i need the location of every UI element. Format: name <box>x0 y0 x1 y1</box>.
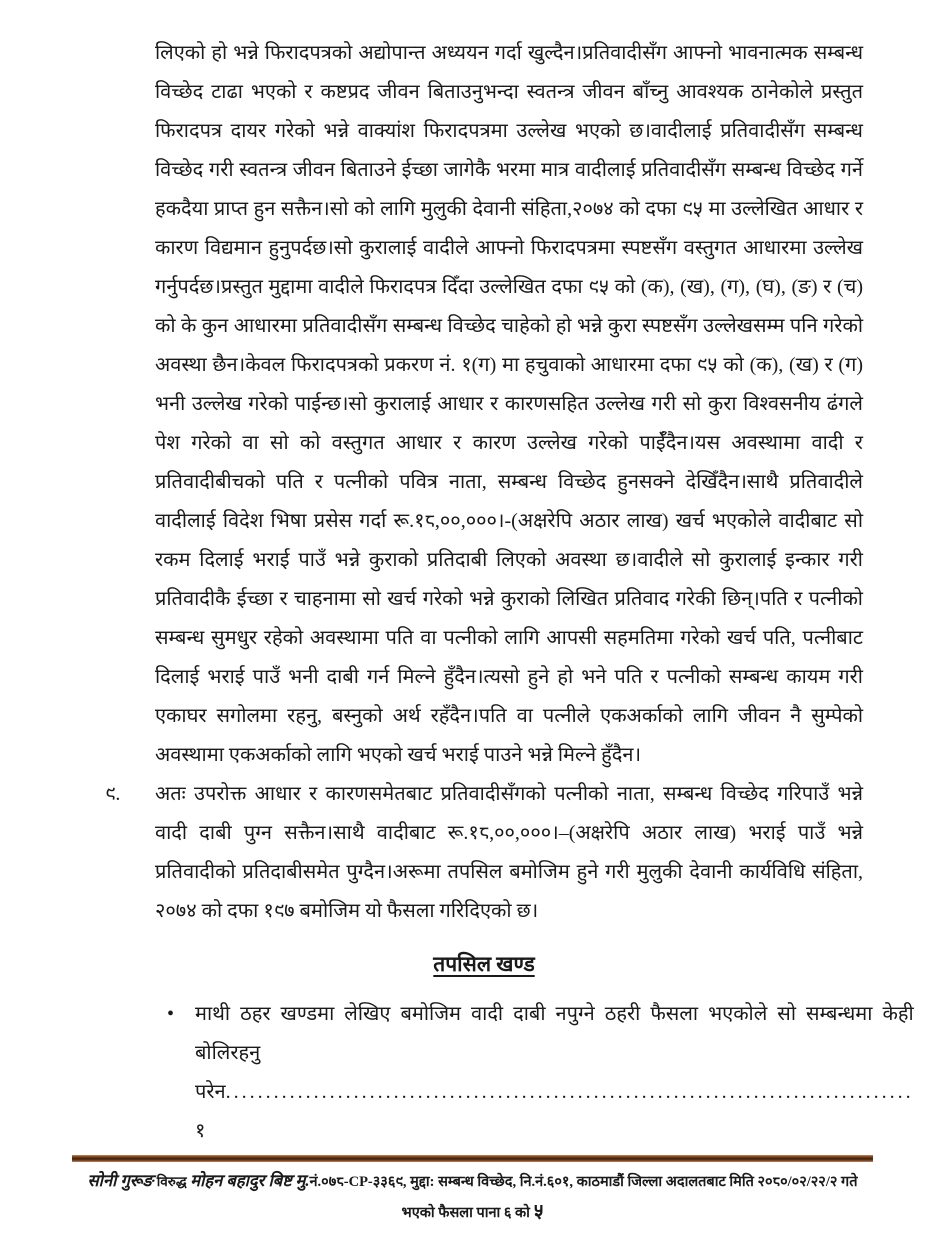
page-footer <box>72 1155 873 1223</box>
versus-label: विरुद्ध <box>156 1174 187 1189</box>
case-number-prefix: मु. <box>295 1171 310 1190</box>
footer-case-reference <box>72 1170 873 1193</box>
bullet-icon: • <box>167 1003 175 1025</box>
footer-divider-rule <box>72 1155 873 1162</box>
item-9-number: ९. <box>105 783 121 805</box>
judgment-item-9 <box>105 775 863 931</box>
tapsil-section-heading: तपसिल खण्ड <box>433 952 535 976</box>
footer-page-info-text: भएको फैसला पाना ६ को <box>401 1205 530 1221</box>
judgment-paragraph-continuation <box>105 34 863 775</box>
tapsil-bullet-item <box>105 995 914 1151</box>
bullet-text <box>195 995 914 1151</box>
case-details: नं.०७८-CP-३३६९, मुद्दा: सम्बन्ध विच्छेद, नि.नं.६०१, काठमाडौं जिल्ला अदालतबाट मिति २०८०/०२/२२/२ गते <box>309 1174 858 1190</box>
item-9-text: अतः उपरोक्त आधार र कारणसमेतबाट प्रतिवादीसँगको पत्नीको नाता, सम्बन्ध विच्छेद गरिपाउँ भन्ने वादी दाबी पुग्न सक्तैन।साथै वादीबाट रू.१८,००,०००।–(अक्षरेपि अठार लाख) भराई पाउँ भन्ने प्रतिवादीको प्रतिदाबीसमेत पुग्दैन।अरूमा तपसिल बमोजिम हुने गरी मुलुकी देवानी कार्यविधि संहिता, २०७४ को दफा १९७ बमोजिम यो फैसला गरिदिएको छ। <box>155 783 863 922</box>
footer-page-info <box>72 1197 873 1223</box>
paragraph-text: लिएको हो भन्ने फिरादपत्रको अद्योपान्त अध्ययन गर्दा खुल्दैन।प्रतिवादीसँग आफ्नो भावनात्मक सम्बन्ध विच्छेद टाढा भएको र कष्टप्रद जीवन बिताउनुभन्दा स्वतन्त्र जीवन बाँच्नु आवश्यक ठानेकोले प्रस्तुत फिरादपत्र दायर गरेको भन्ने वाक्यांश फिरादपत्रमा उल्लेख भएको छ।वादीलाई प्रतिवादीसँग सम्बन्ध विच्छेद गरी स्वतन्त्र जीवन बिताउने ईच्छा जागेकै भरमा मात्र वादीलाई प्रतिवादीसँग सम्बन्ध विच्छेद गर्ने हकदैया प्राप्त हुन सक्तैन।सो को लागि मुलुकी देवानी संहिता,२०७४ को दफा ९५ मा उल्लेखित आधार र कारण विद्यमान हुनुपर्दछ।सो कुरालाई वादीले आफ्नो फिरादपत्रमा स्पष्टसँग वस्तुगत आधारमा उल्लेख गर्नुपर्दछ।प्रस्तुत मुद्दामा वादीले फिरादपत्र दिँदा उल्लेखित दफा ९५ को (क), (ख), (ग), (घ), (ङ) र (च) को के कुन आधारमा प्रतिवादीसँग सम्बन्ध विच्छेद चाहेको हो भन्ने कुरा स्पष्टसँग उल्लेखसम्म पनि गरेको अवस्था छैन।केवल फिरादपत्रको प्रकरण नं. १(ग) मा हचुवाको आधारमा दफा ९५ को (क), (ख) र (ग) भनी उल्लेख गरेको पाईन्छ।सो कुरालाई आधार र कारणसहित उल्लेख गरी सो कुरा विश्वसनीय ढंगले पेश गरेको वा सो को वस्तुगत आधार र कारण उल्लेख गरेको पाईँदैन।यस अवस्थामा वादी र प्रतिवादीबीचको पति र पत्नीको पवित्र नाता, सम्बन्ध विच्छेद हुनसक्ने देखिँदैन।साथै प्रतिवादीले वादीलाई विदेश भिषा प्रसेस गर्दा रू.१८,००,०००।-(अक्षरेपि अठार लाख) खर्च भएकोले वादीबाट सो रकम दिलाई भराई पाउँ भन्ने कुराको प्रतिदाबी लिएको अवस्था छ।वादीले सो कुरालाई इन्कार गरी प्रतिवादीकै ईच्छा र चाहनामा सो खर्च गरेको भन्ने कुराको लिखित प्रतिवाद गरेकी छिन्।पति र पत्नीको सम्बन्ध सुमधुर रहेको अवस्थामा पति वा पत्नीको लागि आपसी सहमतिमा गरेको खर्च पति, पत्नीबाट दिलाई भराई पाउँ भनी दाबी गर्न मिल्ने हुँदैन।त्यसो हुने हो भने पति र पत्नीको सम्बन्ध कायम गरी एकाघर सगोलमा रहनु, बस्नुको अर्थ रहँदैन।पति वा पत्नीले एकअर्काको लागि जीवन नै सुम्पेको अवस्थामा एकअर्काको लागि भएको खर्च भराई पाउने भन्ने मिल्ने हुँदैन। <box>155 42 863 766</box>
judgment-body <box>105 34 914 1151</box>
defendant-name: मोहन बहादुर बिष्ट <box>190 1171 292 1190</box>
bullet-text-body: माथी ठहर खण्डमा लेखिए बमोजिम वादी दाबी नपुग्ने ठहरी फैसला भएकोले सो सम्बन्धमा केही बोलिरहनु परेन <box>195 1003 914 1103</box>
dotted-leader: ...................................................................................... <box>225 1081 914 1103</box>
bullet-ref-number: १ <box>195 1120 206 1142</box>
plaintiff-name: सोनी गुरूङ <box>87 1171 154 1190</box>
page-number: ५ <box>533 1201 544 1222</box>
